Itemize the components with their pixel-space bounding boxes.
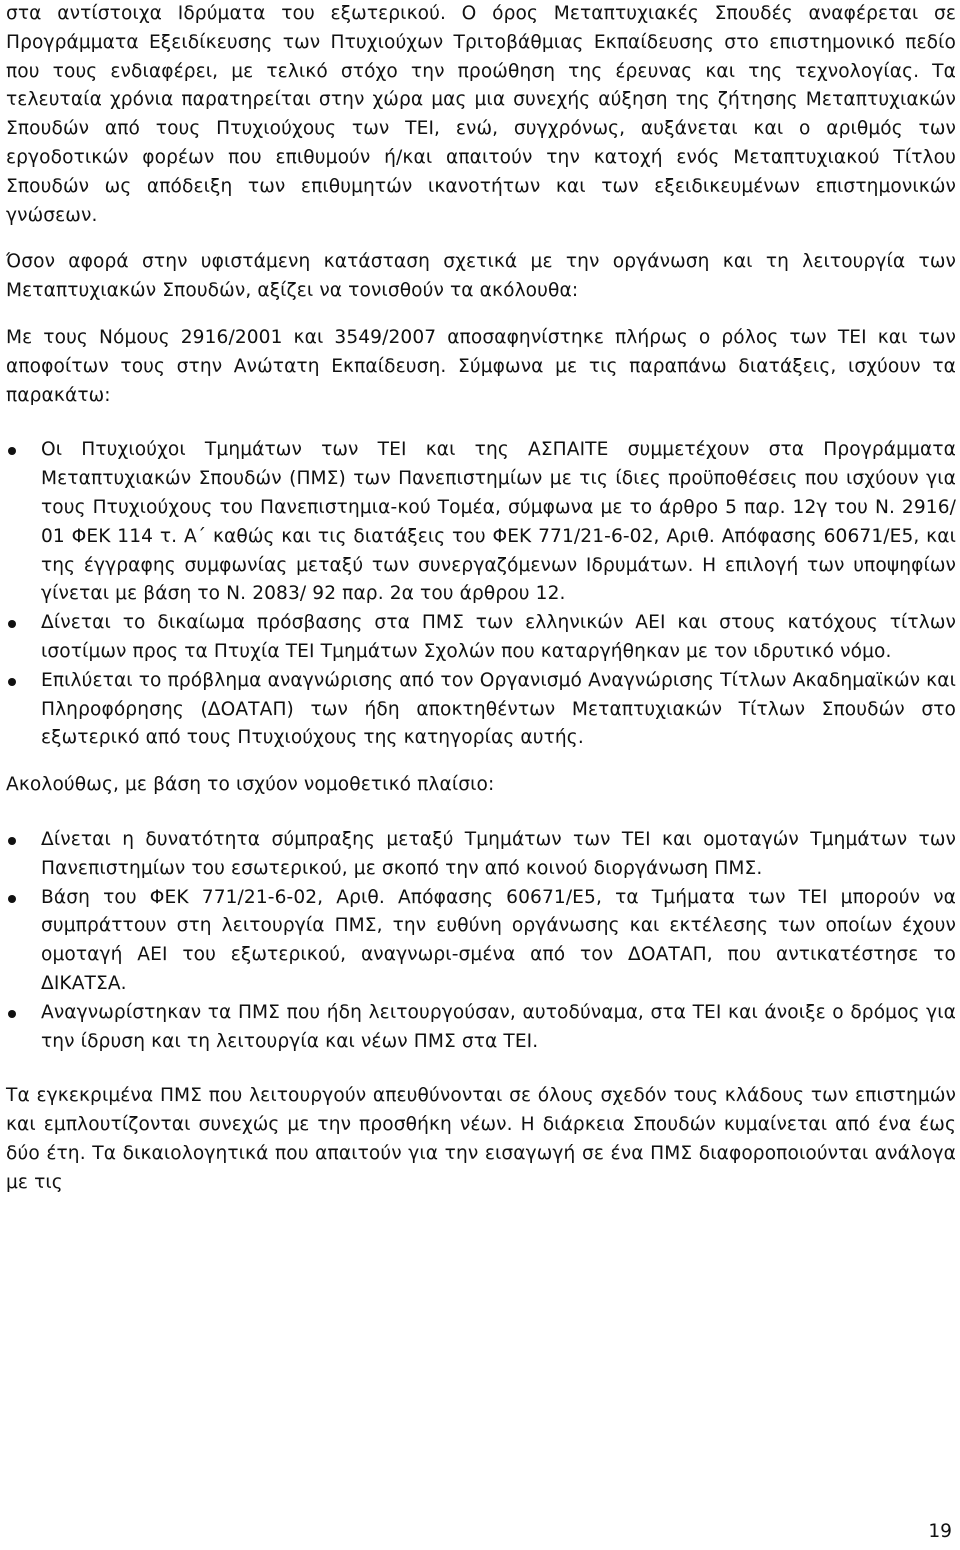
bullet-icon <box>8 895 16 903</box>
list-item-text: Αναγνωρίστηκαν τα ΠΜΣ που ήδη λειτουργούσαν, αυτοδύναμα, στα ΤΕΙ και άνοιξε ο δρόμος για την ίδρυση και τη λειτουργία και νέων ΠΜΣ στα ΤΕΙ. <box>41 1001 956 1052</box>
list-item <box>6 667 956 753</box>
list-item <box>6 999 956 1057</box>
bullet-icon <box>8 447 16 455</box>
list-item-text: Δίνεται η δυνατότητα σύμπραξης μεταξύ Τμημάτων των ΤΕΙ και ομοταγών Τμημάτων των Πανεπιστημίων του εσωτερικού, με σκοπό την από κοινού διοργάνωση ΠΜΣ. <box>41 828 956 879</box>
list-item-text: Δίνεται το δικαίωμα πρόσβασης στα ΠΜΣ των ελληνικών ΑΕΙ και στους κατόχους τίτλων ισοτίμων προς τα Πτυχία ΤΕΙ Τμημάτων Σχολών που καταργήθηκαν με τον ιδρυτικό νόμο. <box>41 612 956 662</box>
bullet-icon <box>8 1010 16 1018</box>
list-item-text: Βάση του ΦΕΚ 771/21-6-02, Αριθ. Απόφασης 60671/Ε5, τα Τμήματα των ΤΕΙ μπορούν να συμπράττουν στη λειτουργία ΠΜΣ, την ευθύνη οργάνωσης και εκτέλεσης των οποίων έχουν ομοταγή ΑΕΙ του εξωτερικού, αναγνωρι-σμένα από τον ΔΟΑΤΑΠ, που αντικατέστησε το ΔΙΚΑΤΣΑ. <box>41 886 956 994</box>
paragraph-framework: Ακολούθως, με βάση το ισχύον νομοθετικό πλαίσιο: <box>6 774 495 796</box>
paragraph-intro: στα αντίστοιχα Ιδρύματα του εξωτερικού. Ο όρος Μεταπτυχιακές Σπουδές αναφέρεται σε Προγράμματα Εξειδίκευσης των Πτυχιούχων Τριτοβάθμιας Εκπαίδευσης στο επιστημονικό πεδίο που τους ενδιαφέρει, με τελικό στόχο την προώθηση της έρευνας και της τεχνολογίας. Τα τελευταία χρόνια παρατηρείται στην χώρα μας μια συνεχής αύξηση της ζήτησης Μεταπτυχιακών Σπουδών από τους Πτυχιούχους των ΤΕΙ, ενώ, συγχρόνως, αυξάνεται και ο αριθμός των εργοδοτικών φορέων που επιθυμούν ή/και απαιτούν την κατοχή ενός Μεταπτυχιακού Τίτλου Σπουδών ως απόδειξη των επιθυμητών ικανοτήτων και των εξειδικευμένων επιστημονικών γνώσεων. <box>6 3 956 226</box>
bullet-icon <box>8 837 16 845</box>
list-item <box>6 884 956 999</box>
document-page <box>6 0 956 1197</box>
bullet-list-framework <box>6 826 956 1056</box>
page-number: 19 <box>928 1521 952 1542</box>
list-item <box>6 609 956 667</box>
list-item-text: Οι Πτυχιούχοι Τμημάτων των ΤΕΙ και της ΑΣΠΑΙΤΕ συμμετέχουν στα Προγράμματα Μεταπτυχιακών Σπουδών (ΠΜΣ) των Πανεπιστημίων με τις ίδιες προϋποθέσεις που ισχύουν για τους Πτυχιούχους του Πανεπιστημια-κού Τομέα, σύμφωνα με το άρθρο 5 παρ. 12γ του Ν. 2916/ 01 ΦΕΚ 114 τ. Α΄ καθώς και τις διατάξεις του ΦΕΚ 771/21-6-02, Αριθ. Απόφασης 60671/Ε5, και της έγγραφης συμφωνίας μεταξύ των συνεργαζόμενων Ιδρυμάτων. Η επιλογή των υποψηφίων γίνεται με βάση το Ν. 2083/ 92 παρ. 2α του άρθρου 12. <box>41 439 956 605</box>
bullet-icon <box>8 678 16 686</box>
list-item <box>6 826 956 884</box>
list-item-text: Επιλύεται το πρόβλημα αναγνώρισης από τον Οργανισμό Αναγνώρισης Τίτλων Ακαδημαϊκών και Πληροφόρησης (ΔΟΑΤΑΠ) των ήδη αποκτηθέντων Μεταπτυχιακών Τίτλων Σπουδών στο εξωτερικό από τους Πτυχιούχους της κατηγορίας αυτής. <box>41 669 956 749</box>
paragraph-current-situation: Όσον αφορά στην υφιστάμενη κατάσταση σχετικά με την οργάνωση και τη λειτουργία των Μεταπτυχιακών Σπουδών, αξίζει να τονισθούν τα ακόλουθα: <box>6 251 956 302</box>
bullet-list-provisions <box>6 436 956 753</box>
list-item <box>6 436 956 609</box>
paragraph-laws: Με τους Νόμους 2916/2001 και 3549/2007 αποσαφηνίστηκε πλήρως ο ρόλος των ΤΕΙ και των αποφοίτων τους στην Ανώτατη Εκπαίδευση. Σύμφωνα με τις παραπάνω διατάξεις, ισχύουν τα παρακάτω: <box>6 326 956 406</box>
bullet-icon <box>8 620 16 628</box>
paragraph-approved-programs: Τα εγκεκριμένα ΠΜΣ που λειτουργούν απευθύνονται σε όλους σχεδόν τους κλάδους των επιστημών και εμπλουτίζονται συνεχώς με την προσθήκη νέων. Η διάρκεια Σπουδών κυμαίνεται από ένα έως δύο έτη. Τα δικαιολογητικά που απαιτούν για την εισαγωγή σε ένα ΠΜΣ διαφοροποιούνται ανάλογα με τις <box>6 1085 956 1193</box>
